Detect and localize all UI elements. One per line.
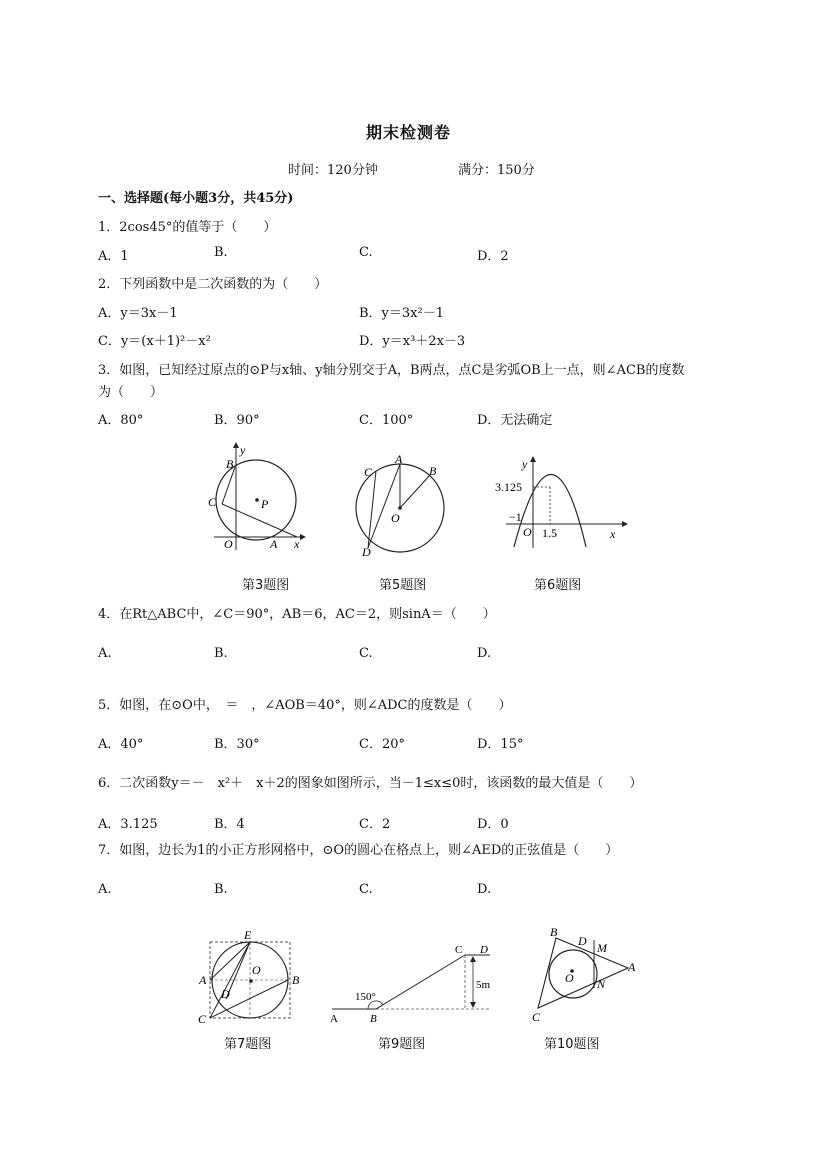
q6-option-a: A．3.125 — [98, 817, 158, 832]
caption-q3: 第3题图 — [242, 578, 290, 593]
question-2-stem: 2．下列函数中是二次函数的为（ ） — [98, 277, 328, 292]
fig5-label-o: O — [391, 511, 400, 525]
figure-q9 — [326, 940, 496, 1026]
fig10-label-d: D — [578, 934, 587, 948]
q5-option-a: A．40° — [98, 737, 144, 752]
q7-option-a: A. — [98, 882, 112, 897]
fig7-label-c: C — [198, 1012, 207, 1024]
fig10-label-n: N — [597, 977, 606, 991]
figure-q7 — [196, 924, 306, 1024]
q1-option-d: D．2 — [477, 249, 509, 264]
exam-score: 满分：150分 — [458, 163, 535, 178]
fig10-label-c: C — [532, 1010, 541, 1024]
q7-option-b: B. — [214, 882, 228, 897]
q1-option-a: A．1 — [98, 249, 129, 264]
q2-option-c: C．y＝(x＋1)²－x² — [98, 334, 211, 349]
q2-option-d: D．y＝x³＋2x－3 — [359, 334, 466, 349]
fig3-label-o: O — [224, 537, 233, 550]
fig9-label-5m: 5m — [476, 979, 491, 991]
caption-q9: 第9题图 — [378, 1037, 426, 1052]
figure-q6 — [490, 452, 630, 552]
fig7-label-d: D — [221, 987, 230, 1001]
q4-option-b: B. — [214, 646, 228, 661]
caption-q6: 第6题图 — [534, 578, 582, 593]
fig9-label-a: A — [330, 1013, 338, 1025]
fig3-label-a: A — [270, 537, 278, 550]
question-5-stem: 5．如图，在⊙O中， ＝ ，∠AOB＝40°，则∠ADC的度数是（ ） — [98, 698, 512, 713]
fig5-label-b: B — [429, 464, 437, 478]
question-1-stem: 1．2cos45°的值等于（ ） — [98, 220, 277, 235]
fig6-label-15: 1.5 — [542, 526, 557, 540]
fig10-label-a: A — [628, 960, 636, 974]
question-7-stem: 7．如图，边长为1的小正方形网格中，⊙O的圆心在格点上，则∠AED的正弦值是（ ） — [98, 843, 619, 858]
fig7-label-b: B — [292, 973, 300, 987]
fig6-label-o: O — [523, 525, 532, 539]
figure-q10 — [524, 922, 644, 1024]
page-title: 期末检测卷 — [366, 123, 452, 142]
fig5-label-d: D — [362, 545, 371, 559]
fig6-label-x: x — [610, 527, 616, 541]
fig3-label-p: P — [261, 497, 269, 511]
q5-option-d: D．15° — [477, 737, 524, 752]
q1-option-b: B. — [214, 245, 228, 260]
q4-option-d: D. — [477, 646, 492, 661]
fig6-label-y: y — [522, 457, 528, 471]
q3-option-c: C．100° — [359, 413, 414, 428]
fig10-label-b: B — [550, 925, 558, 939]
q5-option-c: C．20° — [359, 737, 405, 752]
q2-option-a: A．y＝3x－1 — [98, 306, 178, 321]
exam-time: 时间：120分钟 — [288, 163, 378, 178]
caption-q7: 第7题图 — [224, 1037, 272, 1052]
fig5-label-c: C — [364, 465, 373, 479]
fig9-label-c: C — [455, 944, 463, 956]
question-4-stem: 4．在Rt△ABC中，∠C＝90°，AB＝6，AC＝2，则sinA＝（ ） — [98, 607, 496, 622]
figure-q3 — [200, 440, 310, 550]
q6-option-c: C．2 — [359, 817, 391, 832]
fig10-label-o: O — [565, 971, 574, 985]
fig3-label-c: C — [208, 495, 217, 509]
fig7-label-o: O — [252, 963, 261, 977]
figure-q5 — [345, 450, 455, 562]
fig3-label-x: x — [294, 537, 300, 550]
fig7-label-a: A — [199, 973, 207, 987]
q2-option-b: B．y＝3x²－1 — [359, 306, 444, 321]
q5-option-b: B．30° — [214, 737, 260, 752]
q6-option-d: D．0 — [477, 817, 509, 832]
fig9-label-d: D — [480, 944, 488, 956]
q6-option-b: B．4 — [214, 817, 245, 832]
q4-option-a: A. — [98, 646, 112, 661]
q7-option-c: C. — [359, 882, 373, 897]
section-heading: 一、选择题(每小题3分，共45分) — [98, 191, 294, 206]
q3-option-d: D．无法确定 — [477, 413, 553, 428]
fig5-label-a: A — [395, 452, 403, 466]
fig7-label-e: E — [244, 928, 252, 942]
fig9-label-b: B — [370, 1013, 377, 1025]
q3-option-a: A．80° — [98, 413, 144, 428]
q1-option-c: C. — [359, 245, 373, 260]
fig6-label-neg1: −1 — [509, 510, 522, 524]
q7-option-d: D. — [477, 882, 492, 897]
question-3-stem-cont: 为（ ） — [98, 385, 164, 400]
question-3-stem: 3．如图，已知经过原点的⊙P与x轴、y轴分别交于A，B两点，点C是劣弧OB上一点，则∠ACB的度数 — [98, 363, 685, 378]
fig6-label-vertex: 3.125 — [495, 480, 522, 494]
q3-option-b: B．90° — [214, 413, 260, 428]
fig3-label-b: B — [226, 457, 234, 471]
question-6-stem: 6．二次函数y＝－ x²＋ x＋2的图象如图所示，当－1≤x≤0时，该函数的最大值是（ ） — [98, 776, 643, 791]
fig3-label-y: y — [240, 443, 246, 457]
caption-q10: 第10题图 — [544, 1037, 600, 1052]
q4-option-c: C. — [359, 646, 373, 661]
caption-q5: 第5题图 — [379, 578, 427, 593]
fig10-label-m: M — [597, 941, 607, 955]
fig9-label-150: 150° — [355, 991, 376, 1003]
